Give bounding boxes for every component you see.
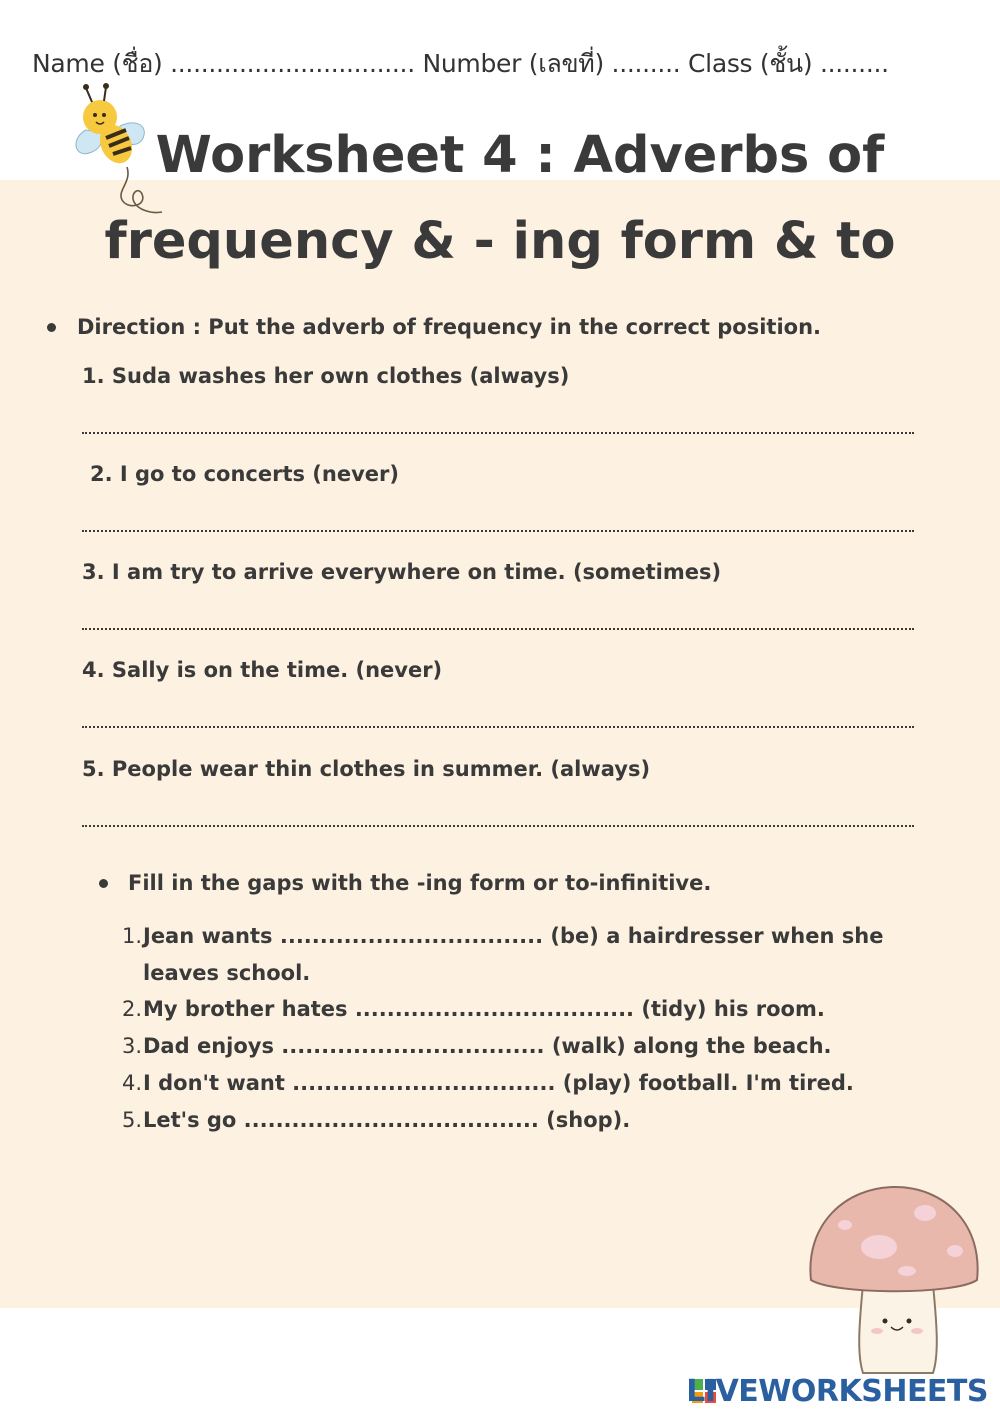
answer-line-3[interactable] xyxy=(82,628,914,630)
item-number: 5. xyxy=(121,1107,142,1132)
question-2: 2. I go to concerts (never) xyxy=(90,462,399,486)
liveworksheets-logo-text[interactable]: LIVEWORKSHEETS xyxy=(686,1374,988,1409)
item-number: 4. xyxy=(121,1070,142,1095)
question-3: 3. I am try to arrive everywhere on time. (sometimes) xyxy=(82,560,722,584)
list-item xyxy=(116,1102,916,1139)
item-number: 2. xyxy=(121,997,142,1022)
worksheet-title-line1: Worksheet 4 : Adverbs of xyxy=(155,126,885,185)
item-text: My brother hates ................................... (tidy) his room. xyxy=(143,997,825,1022)
list-item xyxy=(116,1028,916,1065)
item-number: 1. xyxy=(121,924,142,948)
list-item xyxy=(116,991,916,1028)
answer-line-5[interactable] xyxy=(82,825,914,827)
content-background xyxy=(0,180,1000,1308)
item-text: I don't want ................................. (play) football. I'm tired. xyxy=(143,1070,854,1095)
item-text: Let's go ..................................... (shop). xyxy=(143,1107,631,1132)
gap-fill-list xyxy=(116,918,916,1138)
question-1: 1. Suda washes her own clothes (always) xyxy=(82,364,570,388)
question-4: 4. Sally is on the time. (never) xyxy=(82,658,443,682)
question-5: 5. People wear thin clothes in summer. (always) xyxy=(82,757,651,781)
student-info-line: Name (ชื่อ) ................................ Number (เลขที่) ......... Class (ชั้น) ......... xyxy=(32,49,889,78)
item-text: Dad enjoys ................................. (walk) along the beach. xyxy=(143,1034,832,1059)
item-number: 3. xyxy=(121,1034,142,1059)
bullet-icon xyxy=(47,323,56,332)
answer-line-2[interactable] xyxy=(82,530,914,532)
item-text: Jean wants ................................. (be) a hairdresser when she leaves school. xyxy=(143,924,884,985)
section1-direction: Direction : Put the adverb of frequency in the correct position. xyxy=(77,315,821,339)
list-item xyxy=(116,918,916,991)
answer-line-4[interactable] xyxy=(82,726,914,728)
section2-direction: Fill in the gaps with the -ing form or to-infinitive. xyxy=(128,871,712,895)
bullet-icon xyxy=(99,879,108,888)
mushroom-illustration xyxy=(805,1185,985,1380)
worksheet-title-line2: frequency & - ing form & to xyxy=(104,212,896,271)
answer-line-1[interactable] xyxy=(82,432,914,434)
list-item xyxy=(116,1065,916,1102)
